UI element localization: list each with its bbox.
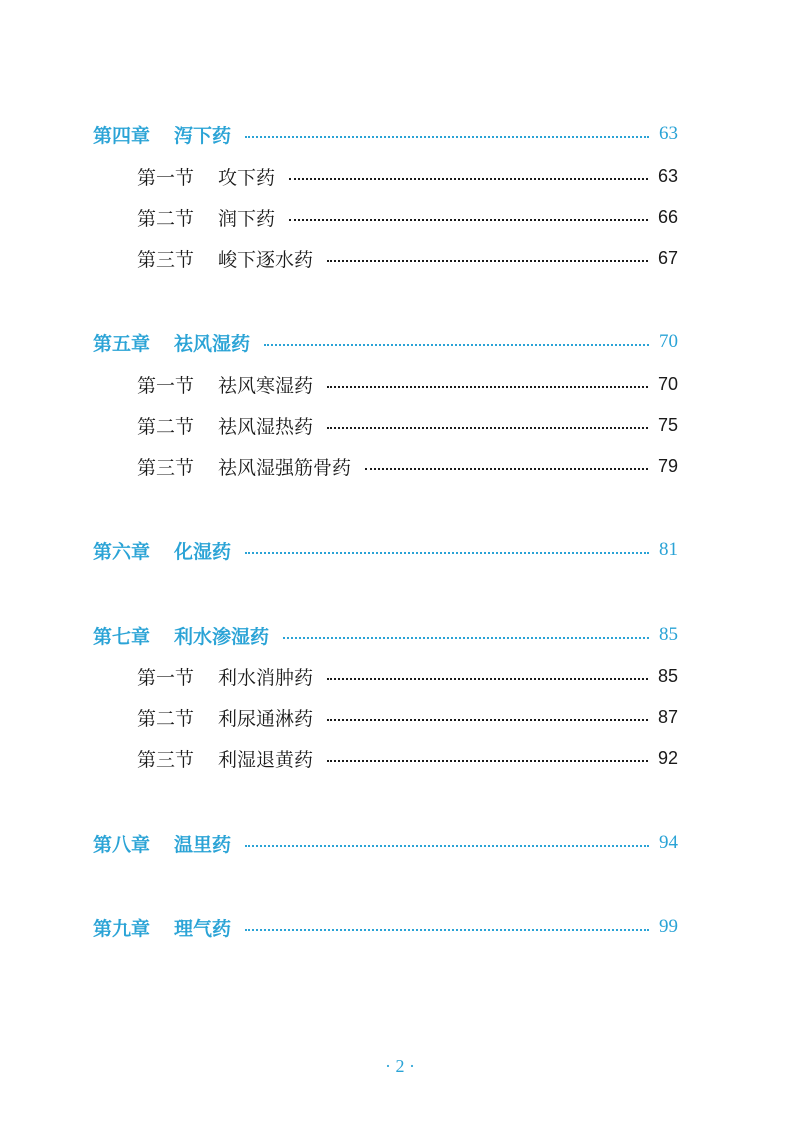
chapter-label [93, 914, 231, 941]
toc-chapter-5[interactable] [93, 328, 678, 356]
dot-leader [327, 427, 648, 429]
section-page-number: 87 [657, 706, 678, 727]
dot-leader [245, 845, 649, 847]
dot-leader [283, 637, 649, 639]
dot-leader [245, 136, 649, 138]
dot-leader [245, 929, 649, 931]
section-label [137, 245, 313, 272]
chapter-page-number: 85 [659, 624, 678, 645]
section-label [137, 204, 275, 231]
chapter-page-number: 94 [659, 832, 678, 853]
chapter-title: 泻下药 [174, 124, 232, 147]
chapter-number: 第六章 [93, 540, 151, 563]
section-page-number: 92 [657, 747, 678, 768]
section-label [137, 745, 313, 772]
toc-chapter-6[interactable] [93, 536, 678, 564]
section-label [137, 163, 275, 190]
section-number: 第二节 [137, 207, 195, 230]
chapter-number: 第七章 [93, 625, 151, 648]
toc-section-4-3[interactable] [137, 244, 678, 272]
chapter-page-number: 81 [659, 539, 678, 560]
section-title: 祛风寒湿药 [218, 374, 314, 397]
toc-section-7-1[interactable] [137, 662, 678, 690]
section-page-number: 67 [657, 247, 678, 268]
dot-leader [264, 344, 649, 346]
section-title: 峻下逐水药 [218, 248, 314, 271]
chapter-label [93, 537, 231, 564]
chapter-label [93, 830, 231, 857]
chapter-label [93, 329, 250, 356]
chapter-page-number: 99 [659, 916, 678, 937]
section-title: 润下药 [218, 207, 276, 230]
toc-chapter-9[interactable] [93, 913, 678, 941]
chapter-title: 利水渗湿药 [174, 625, 270, 648]
section-label [137, 371, 313, 398]
chapter-number: 第四章 [93, 124, 151, 147]
section-number: 第三节 [137, 456, 195, 479]
dot-leader [327, 678, 648, 680]
dot-leader [245, 552, 649, 554]
section-label [137, 453, 351, 480]
section-page-number: 79 [657, 455, 678, 476]
section-title: 祛风湿强筋骨药 [218, 456, 352, 479]
section-number: 第二节 [137, 707, 195, 730]
chapter-title: 化湿药 [174, 540, 232, 563]
chapter-label [93, 622, 269, 649]
section-number: 第三节 [137, 748, 195, 771]
dot-leader [327, 719, 648, 721]
dot-leader [289, 219, 648, 221]
section-number: 第一节 [137, 666, 195, 689]
toc-section-7-2[interactable] [137, 703, 678, 731]
toc-chapter-7[interactable] [93, 621, 678, 649]
section-page-number: 66 [657, 206, 678, 227]
toc-chapter-8[interactable] [93, 829, 678, 857]
section-page-number: 70 [657, 373, 678, 394]
chapter-number: 第九章 [93, 917, 151, 940]
section-page-number: 63 [657, 165, 678, 186]
section-title: 利水消肿药 [218, 666, 314, 689]
toc-section-4-1[interactable] [137, 162, 678, 190]
section-page-number: 85 [657, 665, 678, 686]
chapter-title: 温里药 [174, 833, 232, 856]
dot-leader [289, 178, 648, 180]
toc-section-5-3[interactable] [137, 452, 678, 480]
chapter-title: 祛风湿药 [174, 332, 251, 355]
section-page-number: 75 [657, 414, 678, 435]
toc-section-5-2[interactable] [137, 411, 678, 439]
section-label [137, 704, 313, 731]
chapter-label [93, 121, 231, 148]
dot-leader [327, 386, 648, 388]
dot-leader [327, 260, 648, 262]
toc-section-7-3[interactable] [137, 744, 678, 772]
section-title: 攻下药 [218, 166, 276, 189]
section-number: 第一节 [137, 166, 195, 189]
section-number: 第一节 [137, 374, 195, 397]
section-label [137, 412, 313, 439]
toc-section-5-1[interactable] [137, 370, 678, 398]
chapter-title: 理气药 [174, 917, 232, 940]
chapter-number: 第八章 [93, 833, 151, 856]
dot-leader [327, 760, 648, 762]
section-number: 第二节 [137, 415, 195, 438]
page-number: · 2 · [385, 1056, 415, 1076]
toc-section-4-2[interactable] [137, 203, 678, 231]
chapter-number: 第五章 [93, 332, 151, 355]
dot-leader [365, 468, 648, 470]
section-title: 利尿通淋药 [218, 707, 314, 730]
toc-chapter-4[interactable] [93, 120, 678, 148]
section-title: 祛风湿热药 [218, 415, 314, 438]
section-number: 第三节 [137, 248, 195, 271]
chapter-page-number: 63 [659, 123, 678, 144]
section-label [137, 663, 313, 690]
section-title: 利湿退黄药 [218, 748, 314, 771]
chapter-page-number: 70 [659, 331, 678, 352]
